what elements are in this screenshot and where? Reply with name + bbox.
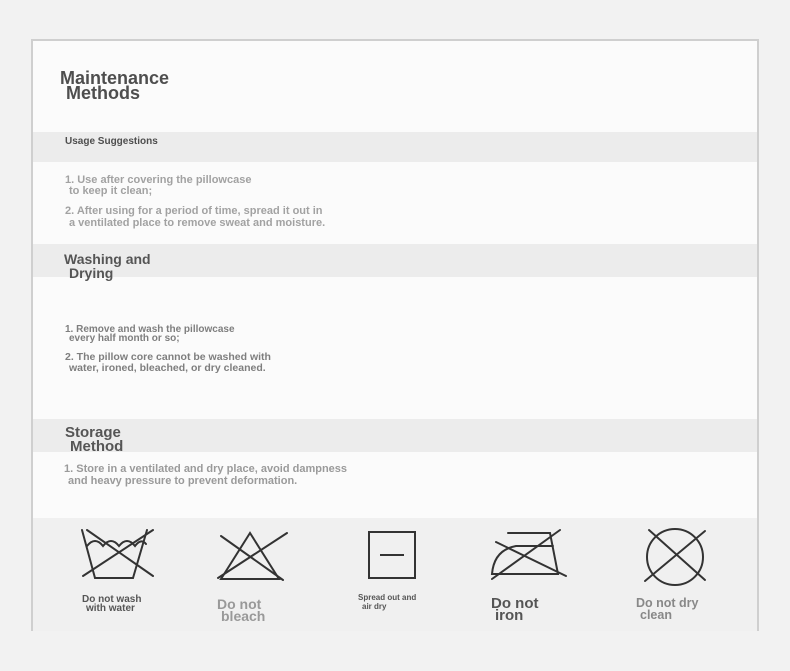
dry-flat-caption-line-2: air dry bbox=[362, 602, 387, 611]
dry-flat-caption-line-1: Spread out and bbox=[358, 593, 417, 602]
storage-item-1 bbox=[64, 463, 347, 487]
storage-item-1-line-1: 1. Store in a ventilated and dry place, avoid dampness bbox=[64, 463, 348, 475]
do-not-wash-caption bbox=[82, 595, 141, 613]
maintenance-card bbox=[31, 39, 759, 631]
usage-item-2-line-2: a ventilated place to remove sweat and moisture. bbox=[69, 217, 326, 229]
usage-item-1-line-1: 1. Use after covering the pillowcase bbox=[65, 174, 252, 186]
storage-band bbox=[33, 419, 757, 455]
do-not-iron-caption-line-2: iron bbox=[495, 607, 524, 624]
dry-flat-icon bbox=[353, 526, 493, 596]
washing-heading bbox=[64, 252, 151, 280]
do-not-bleach-caption-line-1: Do not bbox=[217, 596, 262, 612]
washing-item-1 bbox=[65, 325, 235, 343]
storage-heading-line-1: Storage bbox=[65, 424, 121, 441]
storage-heading bbox=[65, 426, 123, 454]
do-not-wash-caption-line-1: Do not wash bbox=[82, 594, 142, 605]
usage-suggestions-label: Usage Suggestions bbox=[65, 136, 158, 147]
do-not-bleach-icon bbox=[213, 526, 353, 596]
usage-item-2 bbox=[65, 205, 325, 229]
usage-item-1 bbox=[65, 175, 251, 197]
title-line-1: Maintenance bbox=[60, 68, 170, 88]
do-not-dry-clean-caption-line-2: clean bbox=[640, 608, 672, 622]
washing-heading-line-2: Drying bbox=[69, 265, 114, 281]
washing-item-2-line-2: water, ironed, bleached, or dry cleaned. bbox=[69, 362, 266, 374]
do-not-wash-icon bbox=[73, 526, 213, 596]
usage-item-1-line-2: to keep it clean; bbox=[69, 185, 153, 197]
do-not-iron-caption-line-1: Do not bbox=[491, 595, 539, 612]
do-not-iron-icon bbox=[488, 526, 628, 596]
do-not-bleach-caption-line-2: bleach bbox=[221, 608, 266, 624]
care-symbol-dry-flat bbox=[353, 526, 493, 631]
washing-item-2 bbox=[65, 352, 271, 374]
do-not-dry-clean-caption bbox=[636, 597, 699, 621]
do-not-bleach-caption bbox=[217, 598, 265, 622]
do-not-iron-caption bbox=[491, 595, 539, 624]
usage-item-2-line-1: 2. After using for a period of time, spread it out in bbox=[65, 205, 323, 217]
care-symbol-do-not-iron bbox=[488, 526, 628, 631]
dry-flat-caption bbox=[358, 593, 416, 611]
do-not-wash-caption-line-2: with water bbox=[86, 603, 135, 614]
care-symbol-do-not-bleach bbox=[213, 526, 353, 631]
care-symbol-do-not-dry-clean bbox=[633, 526, 773, 631]
washing-item-2-line-1: 2. The pillow core cannot be washed with bbox=[65, 351, 271, 363]
do-not-dry-clean-caption-line-1: Do not dry bbox=[636, 596, 699, 610]
title-line-2: Methods bbox=[66, 83, 140, 103]
washing-heading-line-1: Washing and bbox=[64, 251, 151, 267]
page-title bbox=[60, 68, 170, 103]
storage-item-1-line-2: and heavy pressure to prevent deformation. bbox=[68, 475, 298, 487]
care-symbol-do-not-wash bbox=[73, 526, 213, 631]
do-not-dry-clean-icon bbox=[633, 526, 773, 596]
storage-heading-line-2: Method bbox=[70, 438, 124, 455]
washing-item-1-line-2: every half month or so; bbox=[69, 333, 180, 344]
washing-item-1-line-1: 1. Remove and wash the pillowcase bbox=[65, 324, 235, 335]
